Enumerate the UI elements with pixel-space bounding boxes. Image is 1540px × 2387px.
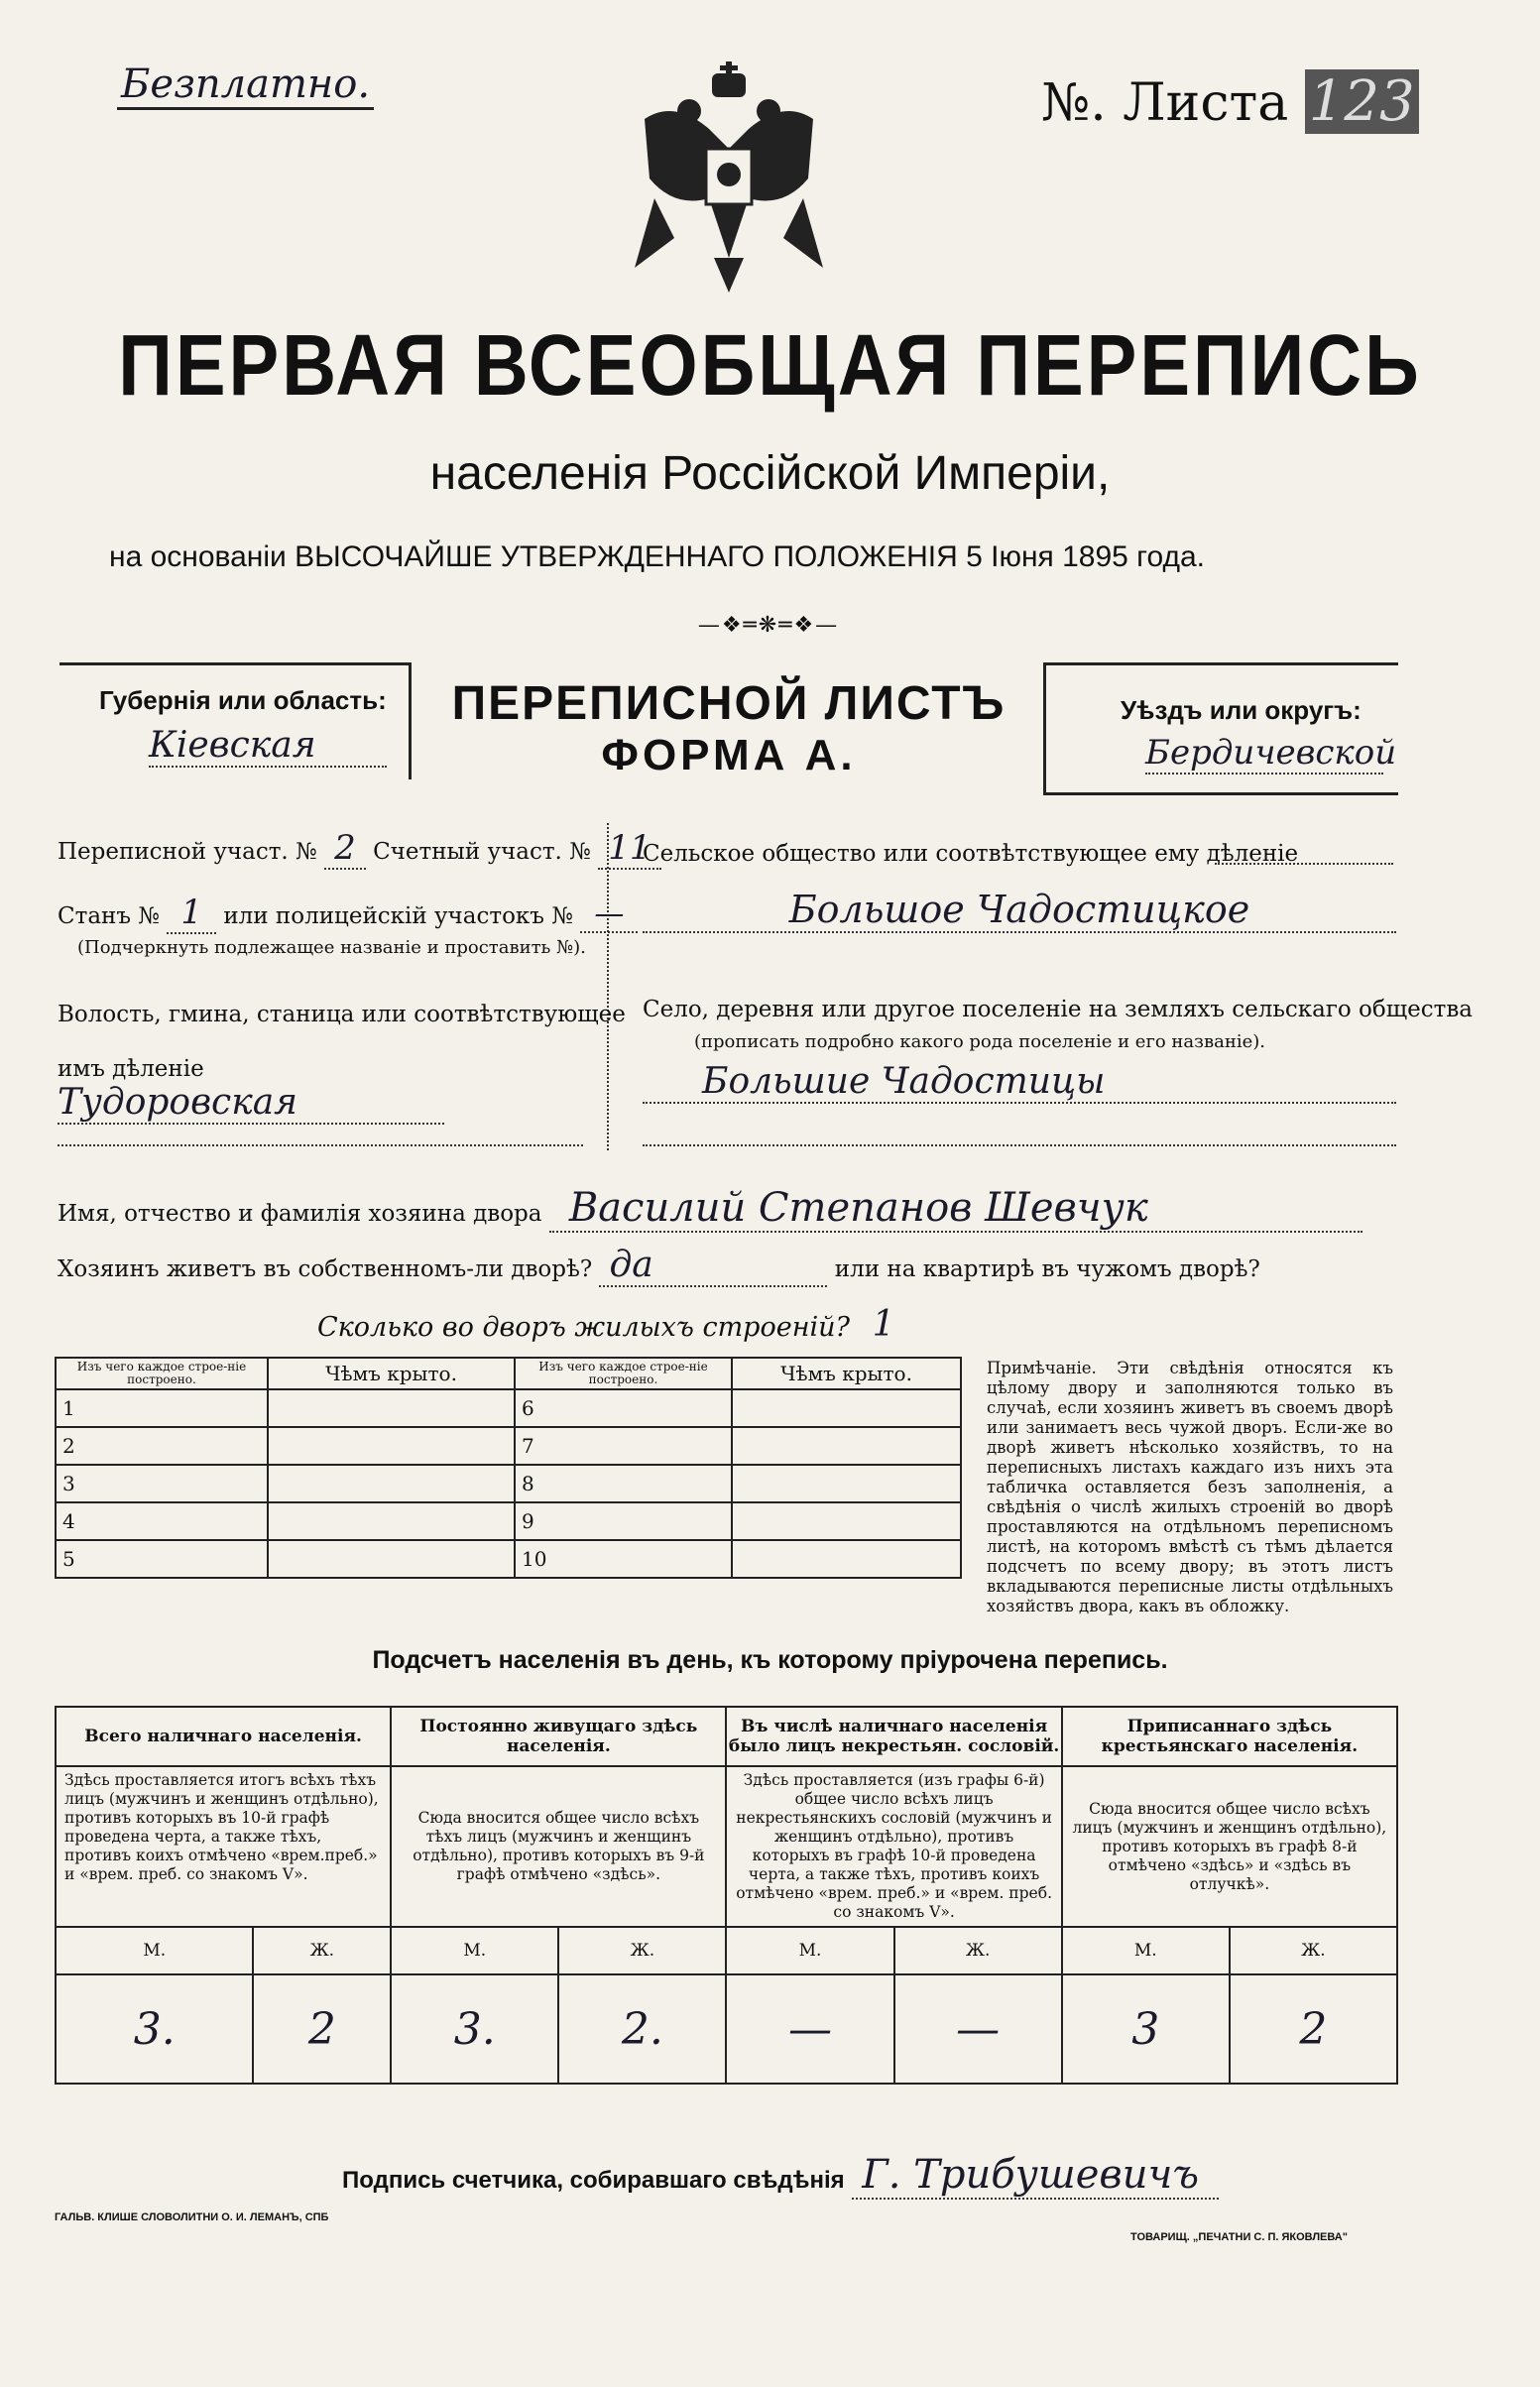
building-material-header: Изъ чего каждое строе-ніе построено. [56,1358,268,1389]
signature-label: Подпись счетчика, собиравшаго свѣдѣнія [342,2167,845,2194]
row-number: 7 [515,1427,732,1465]
buildings-value: 1 [872,1304,895,1345]
page-subtitle: населенія Россійской Имперіи, [429,447,1111,500]
row-number: 2 [56,1427,268,1465]
total-present-header: Всего наличнаго населенія. [56,1707,391,1766]
footer-right: ТОВАРИЩ. „ПЕЧАТНИ С. П. ЯКОВЛЕВА" [1130,2231,1348,2243]
free-label: Безплатно. [117,61,374,110]
volost-label-2: имъ дѣленіе [58,1056,204,1082]
own-yard-label: Хозяинъ живетъ въ собственномъ-ли дворѣ? [58,1256,593,1282]
table-row [56,1465,961,1502]
double-headed-eagle-emblem [615,60,843,298]
province-label: Губернія или область: [99,685,387,715]
roof-cell [268,1465,515,1502]
buildings-table [55,1357,962,1579]
community-label: Сельское общество или соотвѣтствующее ему дѣленіе [643,841,1299,867]
female-header: Ж. [558,1927,726,1974]
volost-label: Волость, гмина, станица или соотвѣтствующее [58,1002,626,1027]
roof-header-2: Чѣмъ крыто. [732,1358,961,1389]
non-peasant-male: — [726,1974,893,2084]
row-number: 5 [56,1540,268,1578]
table-row [56,1427,961,1465]
roof-cell [268,1427,515,1465]
permanent-header: Постоянно живущаго здѣсь населенія. [391,1707,726,1766]
owner-name-label: Имя, отчество и фамилія хозяина двора [58,1201,542,1227]
female-header: Ж. [894,1927,1062,1974]
police-value: — [580,896,638,933]
sheet-number-value: 123 [1305,69,1419,134]
roof-cell [732,1465,961,1502]
census-section-value: 2 [324,828,366,870]
signature-line [342,2152,1219,2200]
registered-peasant-female: 2 [1230,1974,1397,2084]
roof-header: Чѣмъ крыто. [268,1358,515,1389]
roof-cell [268,1389,515,1427]
note-text: Примѣчаніе. Эти свѣдѣнія относятся къ цѣлому двору и заполняются только въ случаѣ, если хозяинъ живетъ въ своемъ дворѣ или занимаетъ весь чужой дворъ. Если-же во дворѣ живетъ нѣсколько хозяйствъ, то на переписныхъ листахъ каждаго изъ нихъ эта табличка оставляется безъ заполненія, а свѣдѣнія о числѣ жилыхъ строеній во дворѣ проставляются на отдѣльномъ переписномъ листѣ, на которомъ вмѣстѣ съ тѣмъ дѣлается подсчетъ по всему двору; въ этотъ листъ вкладываются переписные листы отдѣльныхъ хозяйствъ двора, какъ въ обложку. [987,1359,1393,1615]
total-present-female: 2 [253,1974,391,2084]
male-header: М. [56,1927,253,1974]
form-title-box [412,662,1046,779]
male-header: М. [1062,1927,1230,1974]
roof-cell [732,1540,961,1578]
table-row [56,1540,961,1578]
registered-peasant-male: 3 [1062,1974,1230,2084]
basis-line: на основаніи ВЫСОЧАЙШЕ УТВЕРЖДЕННАГО ПОЛОЖЕНІЯ 5 Іюня 1895 года. [109,540,1206,573]
row-number: 10 [515,1540,732,1578]
row-number: 4 [56,1502,268,1540]
rented-label: или на квартирѣ въ чужомъ дворѣ? [834,1256,1260,1282]
footer-left: ГАЛЬВ. КЛИШЕ СЛОВОЛИТНИ О. И. ЛЕМАНЪ, СПБ [55,2211,329,2223]
ornament-divider: —❖═❋═❖— [697,613,840,638]
total-present-male: 3. [56,1974,253,2084]
row-number: 3 [56,1465,268,1502]
female-header: Ж. [253,1927,391,1974]
roof-cell [732,1502,961,1540]
male-header: М. [726,1927,893,1974]
underline-note: (Подчеркнуть подлежащее названіе и проставить №). [77,937,586,958]
female-header: Ж. [1230,1927,1397,1974]
population-title: Подсчетъ населенія въ день, къ которому пріурочена перепись. [372,1646,1168,1674]
buildings-table-header [56,1358,961,1389]
page-title: ПЕРВАЯ ВСЕОБЩАЯ ПЕРЕПИСЬ [118,316,1422,415]
buildings-label: Сколько во дворъ жилыхъ строеній? [317,1312,850,1343]
province-value: Кіевская [149,725,387,768]
community-value: Большое Чадостицкое [643,888,1396,933]
column-divider [607,823,609,1150]
own-yard-line [58,1245,1260,1287]
owner-name-value: Василий Степанов Шевчук [549,1185,1362,1233]
roof-cell [732,1389,961,1427]
sheet-number-label: №. Листа [1041,73,1289,133]
permanent-desc: Сюда вносится общее число всѣхъ тѣхъ лицъ (мужчинъ и женщинъ отдѣльно), противъ которыхъ въ 9-й графѣ отмѣчено «здѣсь». [391,1766,726,1927]
province-box [59,662,412,779]
non-peasant-female: — [894,1974,1062,2084]
signature-value: Г. Трибушевичъ [852,2152,1219,2200]
stan-line [58,893,638,932]
non-peasant-header: Въ числѣ наличнаго населенія было лицъ некрестьян. сословій. [726,1707,1061,1766]
row-number: 8 [515,1465,732,1502]
count-row [56,1974,1397,2084]
permanent-female: 2. [558,1974,726,2084]
registered-peasant-desc: Сюда вносится общее число всѣхъ лицъ (мужчинъ и женщинъ отдѣльно), противъ которыхъ въ графѣ 8-й отмѣчено «здѣсь» и «здѣсь въ отлучкѣ». [1062,1766,1397,1927]
district-value: Бердичевской [1145,733,1397,773]
form-title: ПЕРЕПИСНОЙ ЛИСТЪ [451,677,1007,730]
population-table [55,1706,1398,2085]
row-number: 1 [56,1389,268,1427]
building-material-header-2: Изъ чего каждое строе-ніе построено. [515,1358,732,1389]
total-present-desc: Здѣсь проставляется итогъ всѣхъ тѣхъ лицъ (мужчинъ и женщинъ отдѣльно), противъ которыхъ въ 10-й графѣ проведена черта, а также тѣхъ, противъ коихъ отмѣчено «врем.преб.» и «врем. преб. со знакомъ V». [56,1766,391,1927]
community-label-line [1215,863,1393,865]
volost-line [58,1056,583,1125]
roof-cell [268,1502,515,1540]
police-label: или полицейскій участокъ № [223,903,574,929]
village-value: Большие Чадостицы [643,1061,1396,1104]
male-header: М. [391,1927,558,1974]
owner-line [58,1185,1396,1233]
population-header-row [56,1707,1397,1766]
census-section-line [58,828,661,868]
sheet-number [1041,69,1419,134]
village-label: Село, деревня или другое поселеніе на земляхъ сельскаго общества [643,997,1474,1022]
own-yard-value: да [599,1245,827,1287]
table-row [56,1502,961,1540]
non-peasant-desc: Здѣсь проставляется (изъ графы 6-й) общее число всѣхъ лицъ некрестьянскихъ сословій (мужчинъ и женщинъ отдѣльно), противъ которыхъ въ графѣ 10-й проведена черта, а также тѣхъ, противъ коихъ отмѣчено «врем. преб.» и «врем. преб. со знакомъ V». [726,1766,1061,1927]
volost-extra-line [58,1140,583,1146]
permanent-male: 3. [391,1974,558,2084]
stan-label: Станъ № [58,903,161,929]
district-label: Уѣздъ или округъ: [1121,695,1362,725]
volost-value: Тудоровская [58,1082,444,1125]
population-desc-row [56,1766,1397,1927]
buildings-line [317,1304,894,1345]
row-number: 9 [515,1502,732,1540]
sex-header-row [56,1927,1397,1974]
count-section-value: 11 [598,828,660,870]
row-number: 6 [515,1389,732,1427]
roof-cell [732,1427,961,1465]
form-name: ФОРМА А. [601,731,857,779]
count-section-label: Счетный участ. № [373,839,591,865]
table-row [56,1389,961,1427]
roof-cell [268,1540,515,1578]
village-note: (прописать подробно какого рода поселеніе и его названіе). [694,1031,1265,1052]
census-section-label: Переписной участ. № [58,839,317,865]
district-box [1043,662,1398,795]
village-extra-line [643,1140,1396,1146]
stan-value: 1 [167,893,216,934]
registered-peasant-header: Приписаннаго здѣсь крестьянскаго населенія. [1062,1707,1397,1766]
